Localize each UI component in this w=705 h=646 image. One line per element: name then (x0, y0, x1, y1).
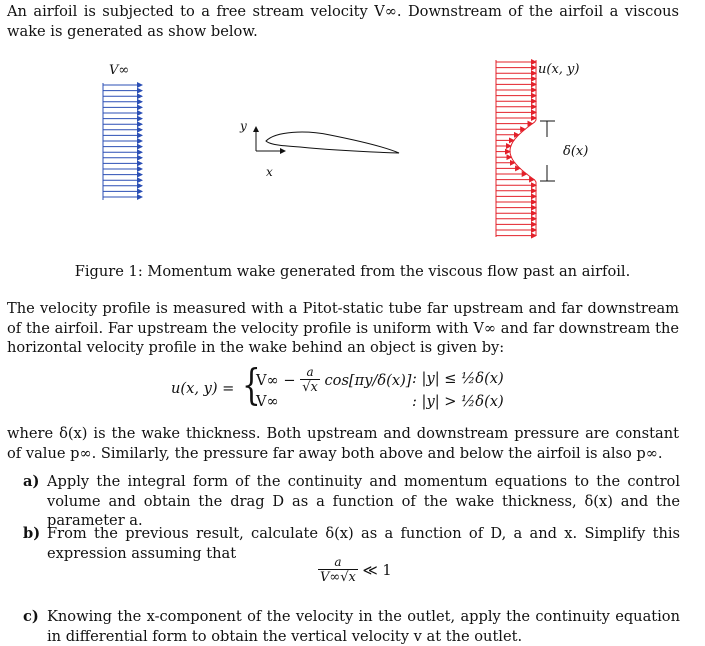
equation-lhs: u(x, y) = (171, 380, 235, 397)
description-paragraph: The velocity profile is measured with a Pitot-static tube far upstream and far downstream of the airfoil. Far upstream the velocity profile is uniform with V∞ and far downstream the horizontal velocity profile in the wake behind an object is given by: (7, 300, 679, 356)
equation-condition-2: : |y| > ½δ(x) (412, 393, 504, 410)
equation-case-1: V∞ − $\frac{a}{√x}$ cos[πy/δ(x)] (256, 365, 412, 395)
question-a-label: a) (23, 473, 40, 490)
question-b-label: b) (23, 525, 41, 542)
wake-thickness-label: δ(x) (563, 144, 589, 159)
x-axis-label: x (266, 165, 273, 179)
airfoil-shape (266, 132, 399, 153)
small-parameter-condition: $\frac{a}{V\infty√x}$ ≪ 1 (320, 555, 392, 585)
question-a (23, 472, 680, 531)
downstream-profile (496, 60, 536, 237)
question-c-label: c) (23, 608, 39, 625)
equation-case-2: V∞ (256, 393, 279, 410)
question-c-text: Knowing the x-component of the velocity in the outlet, apply the continuity equation in differential form to obtain the vertical velocity v at the outlet. (47, 608, 680, 645)
intro-paragraph: An airfoil is subjected to a free stream velocity V∞. Downstream of the airfoil a viscous wake is generated as show below. (7, 3, 679, 40)
question-a-text: Apply the integral form of the continuity and momentum equations to the control volume and obtain the drag D as a function of the wake thickness, δ(x) and the parameter a. (47, 473, 680, 529)
upstream-profile (103, 83, 142, 200)
upstream-velocity-label: V∞ (109, 63, 130, 78)
question-c (23, 607, 680, 646)
figure-caption: Figure 1: Momentum wake generated from the viscous flow past an airfoil. (74, 263, 631, 280)
y-axis-label: y (240, 119, 247, 133)
wake-profile-curve (510, 60, 536, 236)
wake-figure (0, 55, 705, 255)
thickness-bracket (540, 121, 555, 181)
equation-brace: { (242, 360, 261, 409)
equation-condition-1: : |y| ≤ ½δ(x) (412, 370, 504, 387)
velocity-profile-label: u(x, y) (538, 62, 580, 77)
wake-paragraph: where δ(x) is the wake thickness. Both upstream and downstream pressure are constant of value p∞. Similarly, the pressure far away both above and below the airfoil is also p∞. (7, 425, 679, 462)
question-b-text: From the previous result, calculate δ(x) as a function of D, a and x. Simplify this expression assuming that (47, 525, 680, 562)
